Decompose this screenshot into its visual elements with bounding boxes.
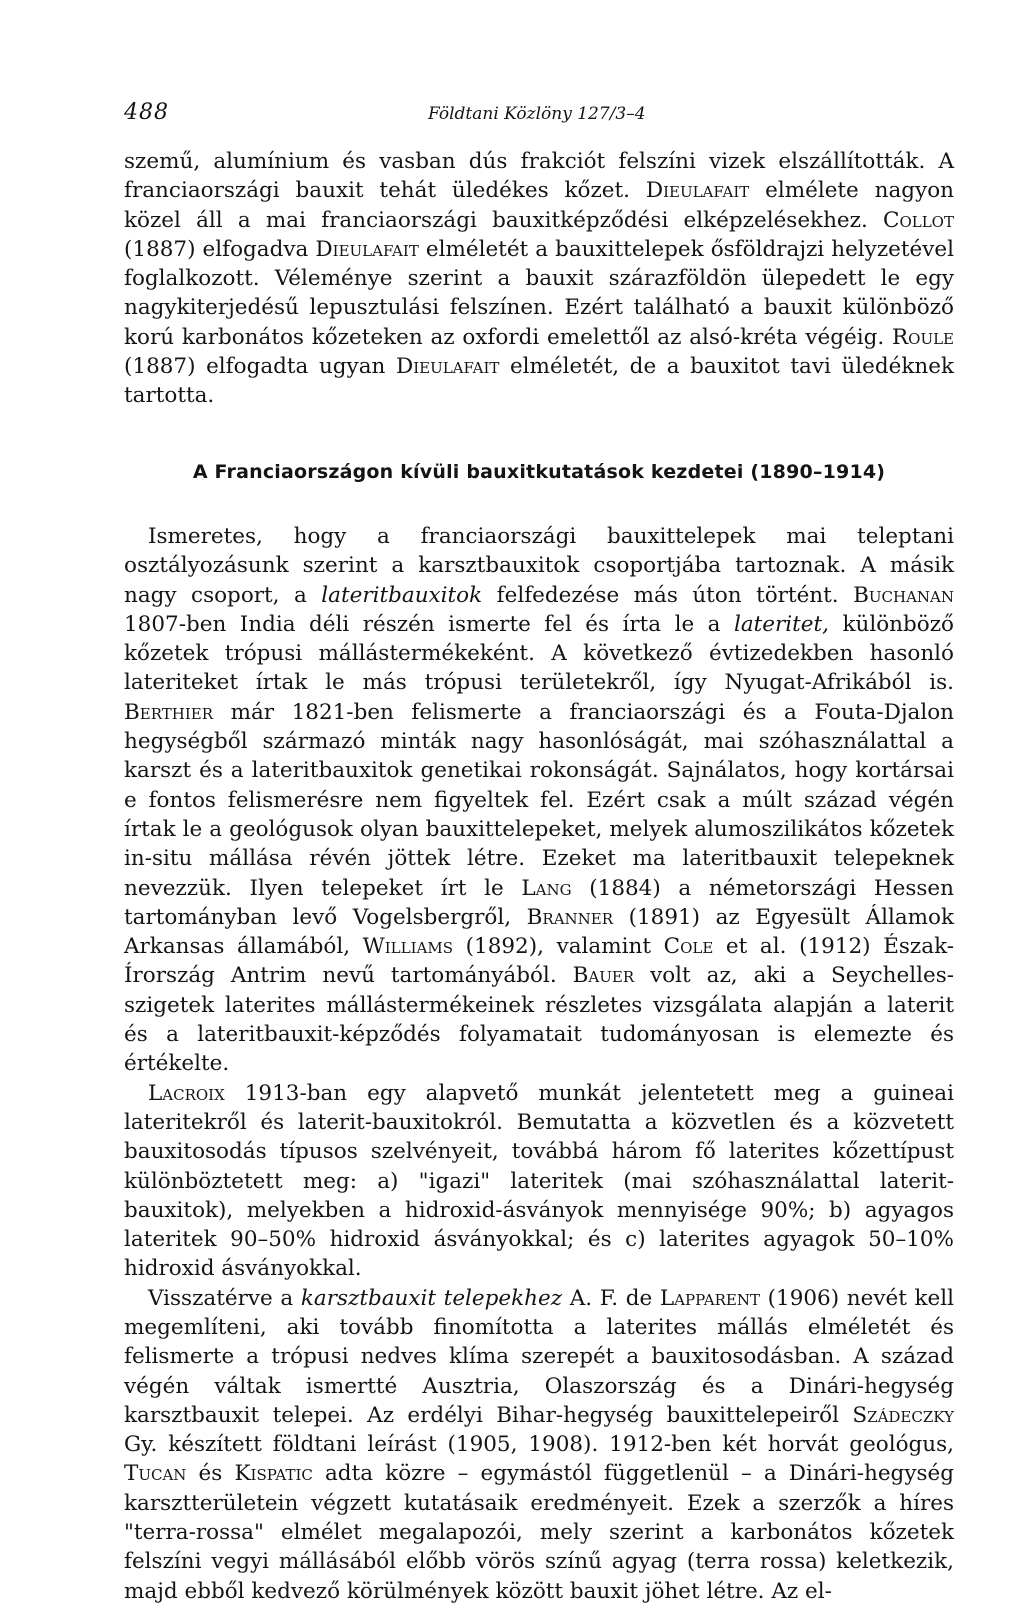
author-name: Kispatic	[234, 1461, 313, 1487]
paragraph-3	[124, 1079, 954, 1284]
author-name: Szádeczky	[852, 1402, 954, 1428]
text-run: elméletét a bauxittelepek ősföldrajzi helyzetével foglalkozott. Véleménye szerint a bauxit szárazföldön ülepedett le egy nagykiterjedésű lepusztulási felszínen. Ezért található a bauxit különböző korú karbonátos kőzeteken az oxfordi emelettől az alsó-kréta végéig.	[124, 236, 954, 350]
text-run: 1807-ben India déli részén ismerte fel és írta le a	[124, 611, 734, 637]
text-run: (1887) elfogadva	[124, 236, 316, 262]
text-run: (1884) a németországi Hessen tartományban levő Vogelsbergről,	[124, 875, 954, 930]
author-name: Dieulafait	[645, 178, 750, 204]
text-run: Gy. készített földtani leírást (1905, 1908). 1912-ben két horvát geológus,	[124, 1432, 954, 1458]
text-run: (1906) nevét kell megemlíteni, aki tovább finomította a laterites mállás elméletét és felismerte a trópusi nedves klíma szerepét a bauxitosodásban. A század végén váltak ismertté Ausztria, Olaszország és a Dinári-hegység karsztbauxit telepei. Az erdélyi Bihar-hegység bauxittelepeiről	[124, 1285, 954, 1428]
text-run: és	[186, 1461, 235, 1487]
paragraph-1	[124, 147, 954, 411]
author-name: Buchanan	[853, 582, 954, 608]
text-run: elméletét, de a bauxitot tavi üledéknek tartotta.	[124, 354, 954, 409]
text-run: elmélete nagyon közel áll a mai franciaországi bauxitképződési elképzelésekhez.	[124, 178, 954, 233]
author-name: Berthier	[124, 699, 214, 725]
text-run: már 1821-ben felismerte a franciaországi és a Fouta-Djalon hegységből származó minták nagy hasonlóságát, mai szóhasználattal a karszt és a lateritbauxitok genetikai rokonságát. Sajnálatos, hogy kortársai e fontos felismerésre nem figyeltek fel. Ezért csak a múlt század végén írtak le a geológusok olyan bauxittelepeket, melyek alumoszilikátos kőzetek in-situ mállása révén jöttek létre. Ezeket ma lateritbauxit telepeknek nevezzük. Ilyen telepeket írt le	[124, 699, 954, 901]
author-name: Lacroix	[148, 1080, 225, 1106]
text-run: különböző kőzetek trópusi mállástermékeként. A következő évtizedekben hasonló lateriteket írtak le más trópusi területekről, így Nyugat-Afrikából is.	[124, 611, 955, 696]
author-name: Collot	[883, 207, 954, 233]
body-text	[124, 147, 954, 1606]
page-number: 488	[124, 100, 169, 125]
section-heading: A Franciaországon kívüli bauxitkutatások kezdetei (1890–1914)	[192, 460, 886, 483]
text-run: volt az, aki a Seychelles-szigetek laterites mállástermékeinek részletes vizsgálata alapján a laterit és a lateritbauxit-képződés folyamatait tudományosan is elemezte és értékelte.	[124, 963, 954, 1077]
author-name: Roule	[891, 324, 954, 350]
text-run: A. F. de	[562, 1285, 660, 1311]
italic-term: lateritbauxitok	[321, 582, 483, 608]
text-run: szemű, alumínium és vasban dús frakciót felszíni vizek elszállították. A franciaországi bauxit tehát üledékes kőzet.	[124, 149, 954, 204]
text-run: Visszatérve a	[148, 1285, 301, 1311]
author-name: Williams	[362, 934, 453, 960]
author-name: Branner	[526, 904, 614, 930]
text-run: felfedezése más úton történt.	[482, 582, 854, 608]
author-name: Tucan	[124, 1461, 187, 1487]
text-run: (1891) az Egyesült Államok Arkansas államából,	[124, 904, 954, 960]
text-run: et al. (1912) Észak-Írország Antrim nevű tartományából.	[124, 934, 954, 989]
author-name: Lapparent	[659, 1285, 760, 1311]
text-run: (1892), valamint	[453, 934, 664, 960]
italic-term: karsztbauxit telepekhez	[300, 1285, 563, 1311]
text-run: (1887) elfogadta ugyan	[124, 354, 396, 380]
author-name: Lang	[521, 875, 572, 901]
italic-term: lateritet,	[733, 611, 830, 637]
running-header	[124, 100, 904, 130]
text-run: Ismeretes, hogy a franciaországi bauxittelepek mai teleptani osztályozásunk szerint a karsztbauxitok csoportjába tartoznak. A másik nagy csoport, a	[124, 523, 954, 608]
paragraph-2	[124, 522, 954, 1079]
author-name: Cole	[663, 934, 714, 960]
paragraph-4	[124, 1284, 954, 1606]
author-name: Dieulafait	[315, 236, 419, 262]
journal-title: Földtani Közlöny 127/3–4	[428, 104, 646, 124]
author-name: Dieulafait	[395, 354, 500, 380]
text-run: 1913-ban egy alapvető munkát jelentetett meg a guineai lateritekről és laterit-bauxitokról. Bemutatta a közvetlen és a közvetett bauxitosodás típusos szelvényeit, továbbá három fő laterites kőzettípust különböztetett meg: a) "igazi" lateritek (mai szóhasználattal laterit-bauxitok), melyekben a hidroxid-ásványok mennyisége 90%; b) agyagos lateritek 90–50% hidroxid ásványokkal; és c) laterites agyagok 50–10% hidroxid ásványokkal.	[124, 1080, 954, 1282]
author-name: Bauer	[572, 963, 635, 989]
text-run: adta közre – egymástól függetlenül – a Dinári-hegység karsztterületein végzett kutatásaik eredményeit. Ezek a szerzők a híres "terra-rossa" elmélet megalapozói, mely szerint a karbonátos kőzetek felszíni vegyi mállásából előbb vörös színű agyag (terra rossa) keletkezik, majd ebből kedvező körülmények között bauxit jöhet létre. Az el-	[124, 1461, 954, 1604]
